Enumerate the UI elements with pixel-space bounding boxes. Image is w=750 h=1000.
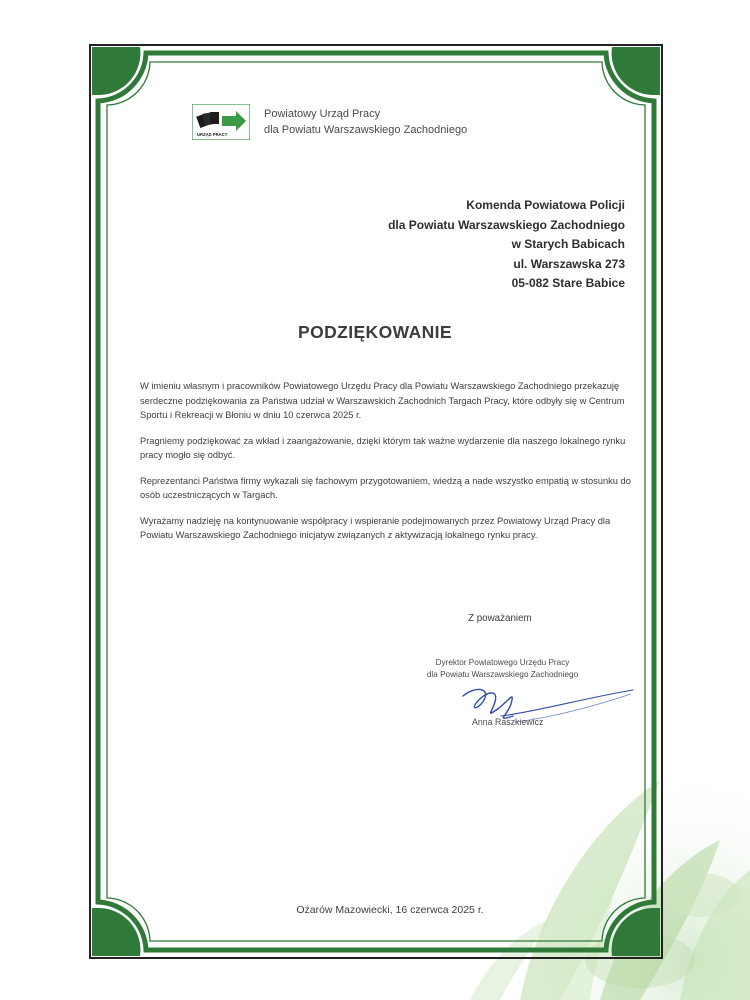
signer-name: Anna Raszkiewicz — [472, 717, 544, 727]
place-and-date: Ożarów Mazowiecki, 16 czerwca 2025 r. — [296, 904, 484, 916]
recipient-line2: dla Powiatu Warszawskiego Zachodniego — [388, 217, 625, 232]
paragraph-1: W imieniu własnym i pracowników Powiatowego Urzędu Pracy dla Powiatu Warszawskiego Zachodniego przekazuję serdeczne podziękowania za Państwa udział w Warszawskich Zachodnich Targach Pracy, które odbyły się w Centrum Sportu i Rekreacji w Błoniu w dniu 10 czerwca 2025 r. — [140, 381, 625, 420]
organization-header — [264, 106, 467, 138]
recipient-address — [388, 196, 625, 294]
closing-salutation: Z poważaniem — [468, 613, 532, 624]
paragraph-3: Reprezentanci Państwa firmy wykazali się fachowym przygotowaniem, wiedzą a nade wszystko empatią w stosunku do osób uczestniczących w Targach. — [140, 475, 631, 500]
recipient-line4: ul. Warszawska 273 — [513, 256, 625, 271]
signer-title-line2: dla Powiatu Warszawskiego Zachodniego — [426, 670, 579, 679]
recipient-line5: 05-082 Stare Babice — [511, 276, 625, 290]
paragraph-2: Pragniemy podziękować za wkład i zaangażowanie, dzięki którym tak ważne wydarzenie dla naszego lokalnego rynku pracy mogło się odbyć. — [140, 435, 626, 460]
paragraph-4: Wyrażamy nadzieję na kontynuowanie współpracy i wspieranie podejmowanych przez Powiatowy Urząd Pracy dla Powiatu Warszawskiego Zachodniego inicjatyw związanych z aktywizacją lokalnego rynku pracy. — [140, 515, 611, 540]
recipient-line1: Komenda Powiatowa Policji — [466, 198, 625, 212]
signer-title — [410, 657, 595, 681]
recipient-line3: w Starych Babicach — [511, 237, 625, 251]
letter-body — [140, 379, 635, 554]
organization-name-line2: dla Powiatu Warszawskiego Zachodniego — [264, 124, 468, 136]
signer-title-line1: Dyrektor Powiatowego Urzędu Pracy — [435, 658, 570, 667]
document-title: PODZIĘKOWANIE — [298, 322, 452, 342]
organization-name-line1: Powiatowy Urząd Pracy — [264, 108, 381, 120]
urzad-pracy-logo — [192, 104, 250, 140]
svg-text:URZĄD PRACY: URZĄD PRACY — [197, 132, 228, 137]
